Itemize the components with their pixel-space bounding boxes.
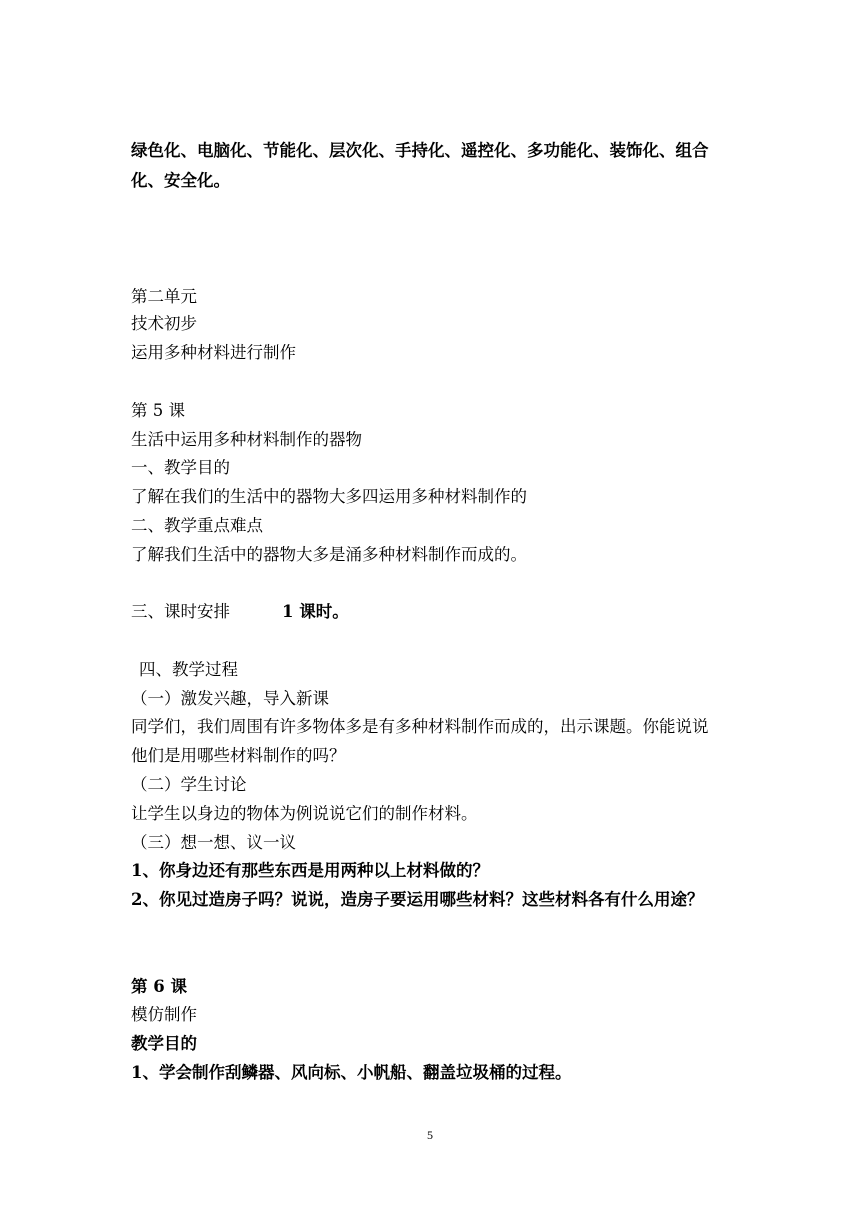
lesson6-goal-heading: 教学目的 xyxy=(131,1034,197,1053)
intro-line-1: 绿色化、电脑化、节能化、层次化、手持化、遥控化、多功能化、装饰化、组合 xyxy=(131,141,709,160)
lesson5-goal-text: 了解在我们的生活中的器物大多四运用多种材料制作的 xyxy=(131,487,527,506)
lesson5-number: 第 5 课 xyxy=(131,401,185,420)
schedule-label: 三、课时安排 xyxy=(131,602,230,621)
lesson5-title: 生活中运用多种材料制作的器物 xyxy=(131,430,362,449)
step1-line-2: 他们是用哪些材料制作的吗？ xyxy=(131,746,346,765)
step1-line-1: 同学们，我们周围有许多物体多是有多种材料制作而成的，出示课题。你能说说 xyxy=(131,717,709,736)
step2-text: 让学生以身边的物体为例说说它们的制作材料。 xyxy=(131,804,478,823)
lesson6-goal-1: 1、学会制作刮鳞器、风向标、小帆船、翻盖垃圾桶的过程。 xyxy=(131,1063,572,1082)
step2-heading: （二）学生讨论 xyxy=(131,775,247,794)
lesson6-number: 第 6 课 xyxy=(131,977,187,996)
lesson5-key-text: 了解我们生活中的器物大多是涌多种材料制作而成的。 xyxy=(131,545,527,564)
lesson5-key-heading: 二、教学重点难点 xyxy=(131,516,263,535)
lesson5-goal-heading: 一、教学目的 xyxy=(131,458,230,477)
step3-heading: （三）想一想、议一议 xyxy=(131,833,296,852)
question-2: 2、你见过造房子吗？说说，造房子要运用哪些材料？这些材料各有什么用途？ xyxy=(131,890,704,909)
intro-line-2: 化、安全化。 xyxy=(131,171,230,190)
unit-heading: 第二单元 xyxy=(131,287,197,306)
step1-heading: （一）激发兴趣，导入新课 xyxy=(131,689,329,708)
unit-subtitle: 运用多种材料进行制作 xyxy=(131,343,296,362)
lesson6-title: 模仿制作 xyxy=(131,1005,197,1024)
schedule-value: 1 课时。 xyxy=(282,602,349,621)
lesson5-schedule xyxy=(131,601,349,623)
page-number: 5 xyxy=(427,1128,433,1142)
question-1: 1、你身边还有那些东西是用两种以上材料做的？ xyxy=(131,861,489,880)
unit-title: 技术初步 xyxy=(131,314,197,333)
lesson5-process-heading: 四、教学过程 xyxy=(139,660,238,679)
